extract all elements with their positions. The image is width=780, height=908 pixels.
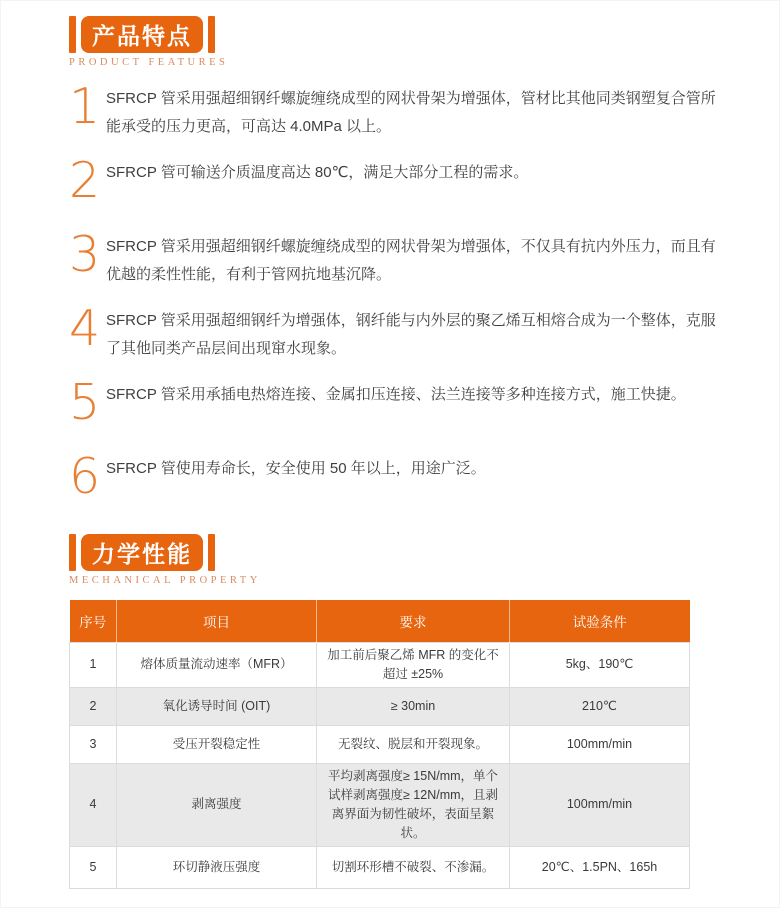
cell-condition: 20℃、1.5PN、165h xyxy=(510,846,690,888)
cell-requirement: 平均剥离强度≥ 15N/mm，单个试样剥离强度≥ 12N/mm，且剥离界面为韧性破坏，表面呈絮状。 xyxy=(317,763,510,846)
section-title-features: 产品特点 xyxy=(81,16,203,53)
feature-number: 3 xyxy=(69,226,101,283)
cell-index: 3 xyxy=(70,725,117,763)
right-bar-decoration xyxy=(208,16,215,53)
feature-number: 1 xyxy=(69,78,101,135)
table-header-requirement: 要求 xyxy=(317,600,510,642)
feature-text: SFRCP 管采用强超细钢纤螺旋缠绕成型的网状骨架为增强体，管材比其他同类钢塑复合管所能承受的压力更高，可高达 4.0MPa 以上。 xyxy=(106,90,716,135)
features-list xyxy=(69,78,723,528)
left-bar-decoration xyxy=(69,534,76,571)
cell-item: 氧化诱导时间 (OIT) xyxy=(117,687,317,725)
cell-condition: 100mm/min xyxy=(510,763,690,846)
cell-item: 环切静液压强度 xyxy=(117,846,317,888)
cell-item: 熔体质量流动速率（MFR） xyxy=(117,642,317,687)
feature-text: SFRCP 管采用承插电热熔连接、金属扣压连接、法兰连接等多种连接方式，施工快捷。 xyxy=(106,386,686,403)
feature-text: SFRCP 管采用强超细钢纤为增强体，钢纤能与内外层的聚乙烯互相熔合成为一个整体，克服了其他同类产品层间出现窜水现象。 xyxy=(106,312,716,357)
feature-item xyxy=(69,226,723,306)
feature-item xyxy=(69,300,723,380)
feature-text: SFRCP 管采用强超细钢纤螺旋缠绕成型的网状骨架为增强体，不仅具有抗内外压力，而且有优越的柔性性能，有利于管网抗地基沉降。 xyxy=(106,238,716,283)
page xyxy=(1,1,779,907)
section-subtitle-features: PRODUCT FEATURES xyxy=(69,57,229,68)
cell-requirement: 加工前后聚乙烯 MFR 的变化不超过 ±25% xyxy=(317,642,510,687)
section-header-features xyxy=(69,16,723,68)
cell-index: 5 xyxy=(70,846,117,888)
cell-condition: 210℃ xyxy=(510,687,690,725)
mechanical-properties-table xyxy=(69,600,690,889)
table-header-row xyxy=(70,600,690,642)
section-title-row xyxy=(69,16,723,53)
cell-index: 2 xyxy=(70,687,117,725)
feature-item xyxy=(69,374,723,454)
feature-item xyxy=(69,78,723,158)
feature-text: SFRCP 管可输送介质温度高达 80℃，满足大部分工程的需求。 xyxy=(106,164,529,181)
feature-number: 2 xyxy=(69,152,101,209)
feature-text: SFRCP 管使用寿命长，安全使用 50 年以上，用途广泛。 xyxy=(106,460,486,477)
section-header-mechanical xyxy=(69,534,723,586)
table-header-index: 序号 xyxy=(70,600,117,642)
cell-requirement: 切割环形槽不破裂、不渗漏。 xyxy=(317,846,510,888)
cell-requirement: ≥ 30min xyxy=(317,687,510,725)
cell-condition: 5kg、190℃ xyxy=(510,642,690,687)
table-row xyxy=(70,725,690,763)
cell-requirement: 无裂纹、脱层和开裂现象。 xyxy=(317,725,510,763)
feature-number: 5 xyxy=(69,374,101,431)
table-row xyxy=(70,846,690,888)
feature-item xyxy=(69,152,723,232)
cell-item: 受压开裂稳定性 xyxy=(117,725,317,763)
cell-index: 1 xyxy=(70,642,117,687)
table-row xyxy=(70,763,690,846)
table-header-item: 项目 xyxy=(117,600,317,642)
table-row xyxy=(70,687,690,725)
right-bar-decoration xyxy=(208,534,215,571)
feature-number: 4 xyxy=(69,300,101,357)
feature-number: 6 xyxy=(69,448,101,505)
cell-item: 剥离强度 xyxy=(117,763,317,846)
section-title-row xyxy=(69,534,723,571)
left-bar-decoration xyxy=(69,16,76,53)
cell-condition: 100mm/min xyxy=(510,725,690,763)
section-title-mechanical: 力学性能 xyxy=(81,534,203,571)
table-row xyxy=(70,642,690,687)
cell-index: 4 xyxy=(70,763,117,846)
section-subtitle-mechanical: MECHANICAL PROPERTY xyxy=(69,575,261,586)
table-header-condition: 试验条件 xyxy=(510,600,690,642)
feature-item xyxy=(69,448,723,528)
